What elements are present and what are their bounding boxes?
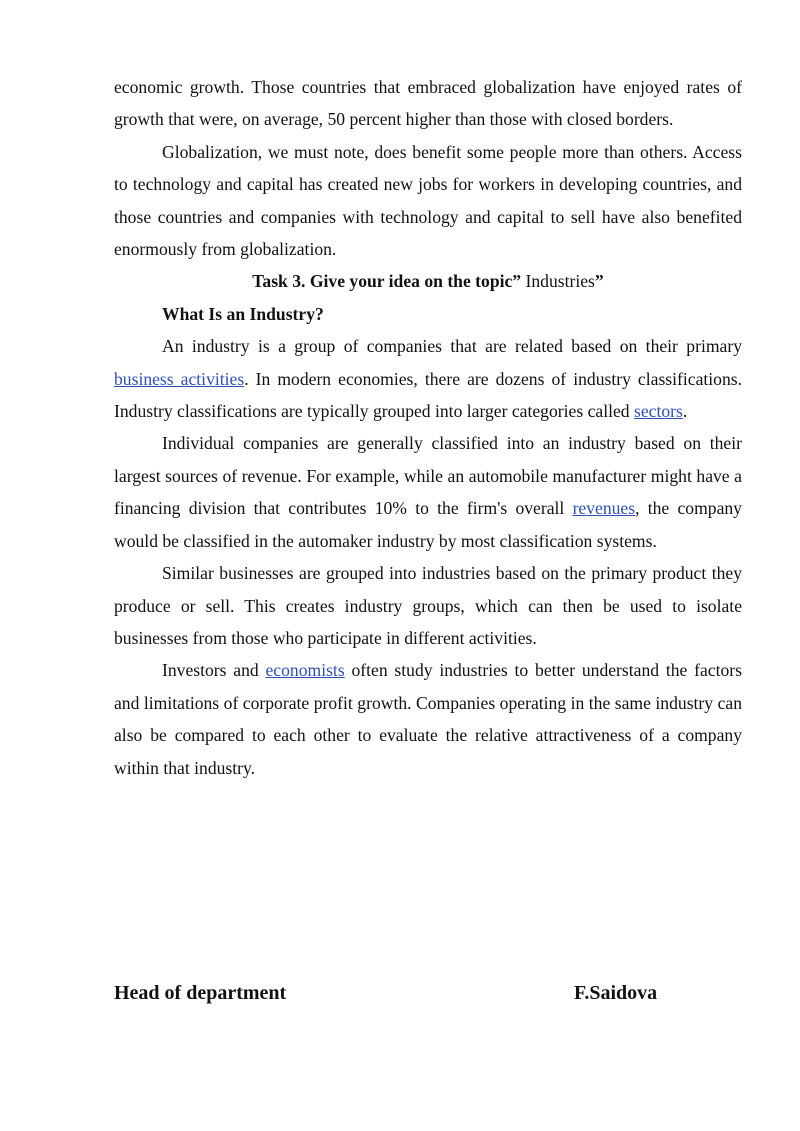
paragraph-classification: [114, 427, 742, 557]
link-sectors[interactable]: sectors: [633, 401, 683, 422]
signature-line: [114, 978, 674, 1008]
text-segment: Individual companies are generally classified into an industry based on their largest sources of revenue. For example, while an automobile manufacturer might have a financing division that contributes 10% to the firm's overall: [114, 433, 742, 519]
signature-title: Head of department: [114, 982, 287, 1004]
link-business-activities[interactable]: business activities: [114, 368, 245, 389]
text-segment: often study industries to better understand the factors and limitations of corporate profit growth. Companies operating in the same industry can also be compared to each other to evaluate the relative attractiveness of a company within that industry.: [114, 660, 743, 778]
paragraph-growth: economic growth. Those countries that embraced globalization have enjoyed rates of growth that were, on average, 50 percent higher than those with closed borders.: [114, 77, 742, 130]
task-heading-bold: Task 3. Give your idea on the topic”: [252, 271, 522, 292]
text-segment: , the company would be classified in the automaker industry by most classification systems.: [114, 498, 742, 551]
link-economists[interactable]: economists: [265, 660, 345, 681]
paragraph-definition: [114, 330, 742, 427]
task-heading-topic: Industries: [521, 271, 595, 292]
text-segment: . In modern economies, there are dozens of industry classifications. Industry classifications are typically grouped into larger categories called: [114, 368, 743, 422]
text-segment: .: [682, 401, 688, 422]
section-subheading: What Is an Industry?: [162, 303, 324, 324]
signature-name: F.Saidova: [574, 982, 658, 1004]
paragraph-investors: [114, 654, 742, 784]
task-heading: [114, 265, 742, 297]
task-heading-close: ”: [594, 271, 604, 292]
text-segment: Investors and: [162, 660, 266, 681]
link-revenues[interactable]: revenues: [572, 498, 636, 519]
text-segment: An industry is a group of companies that are related based on their primary: [162, 336, 742, 357]
document-body: [114, 71, 742, 784]
paragraph-grouping: Similar businesses are grouped into industries based on the primary product they produce or sell. This creates industry groups, which can then be used to isolate businesses from those who participate in different activities.: [114, 563, 742, 648]
paragraph-globalization: Globalization, we must note, does benefit some people more than others. Access to technology and capital has created new jobs for workers in developing countries, and those countries and companies with technology and capital to sell have also benefited enormously from globalization.: [114, 141, 742, 260]
